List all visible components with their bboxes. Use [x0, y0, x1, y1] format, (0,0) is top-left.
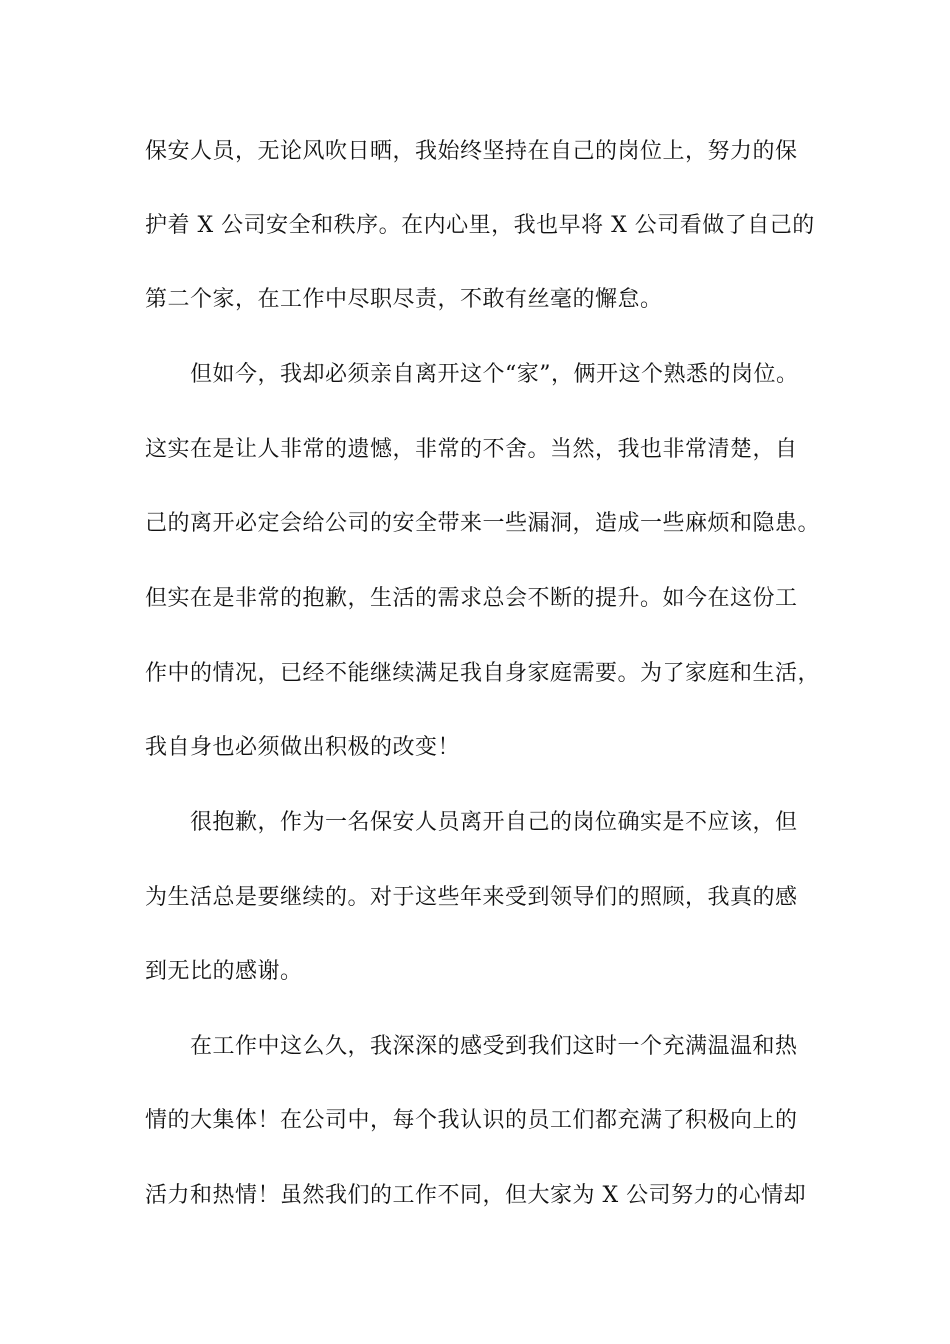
text-line: 保安人员，无论风吹日晒，我始终坚持在自己的岗位上，努力的保	[145, 139, 798, 164]
text-line: 我自身也必须做出积极的改变！	[145, 735, 461, 760]
text-line: 护着 X 公司安全和秩序。在内心里，我也早将 X 公司看做了自己的	[145, 213, 815, 238]
text-line: 但实在是非常的抱歉，生活的需求总会不断的提升。如今在这份工	[145, 586, 798, 611]
text-line: 第二个家，在工作中尽职尽责，不敢有丝毫的懈怠。	[145, 287, 663, 312]
text-line: 为生活总是要继续的。对于这些年来受到领导们的照顾，我真的感	[145, 885, 798, 910]
paragraph-start-line: 很抱歉，作为一名保安人员离开自己的岗位确实是不应该，但	[190, 810, 798, 835]
text-line: 到无比的感谢。	[145, 959, 303, 984]
text-line: 己的离开必定会给公司的安全带来一些漏洞，造成一些麻烦和隐患。	[145, 511, 821, 536]
text-line: 活力和热情！虽然我们的工作不同，但大家为 X 公司努力的心情却	[145, 1183, 807, 1208]
text-line: 这实在是让人非常的遗憾，非常的不舍。当然，我也非常清楚，自	[145, 437, 798, 462]
text-line: 情的大集体！在公司中，每个我认识的员工们都充满了积极向上的	[145, 1108, 798, 1133]
paragraph-start-line: 但如今，我却必须亲自离开这个“家”，俩开这个熟悉的岗位。	[190, 362, 799, 387]
paragraph-start-line: 在工作中这么久，我深深的感受到我们这时一个充满温温和热	[190, 1034, 798, 1059]
text-line: 作中的情况，已经不能继续满足我自身家庭需要。为了家庭和生活，	[145, 661, 821, 686]
